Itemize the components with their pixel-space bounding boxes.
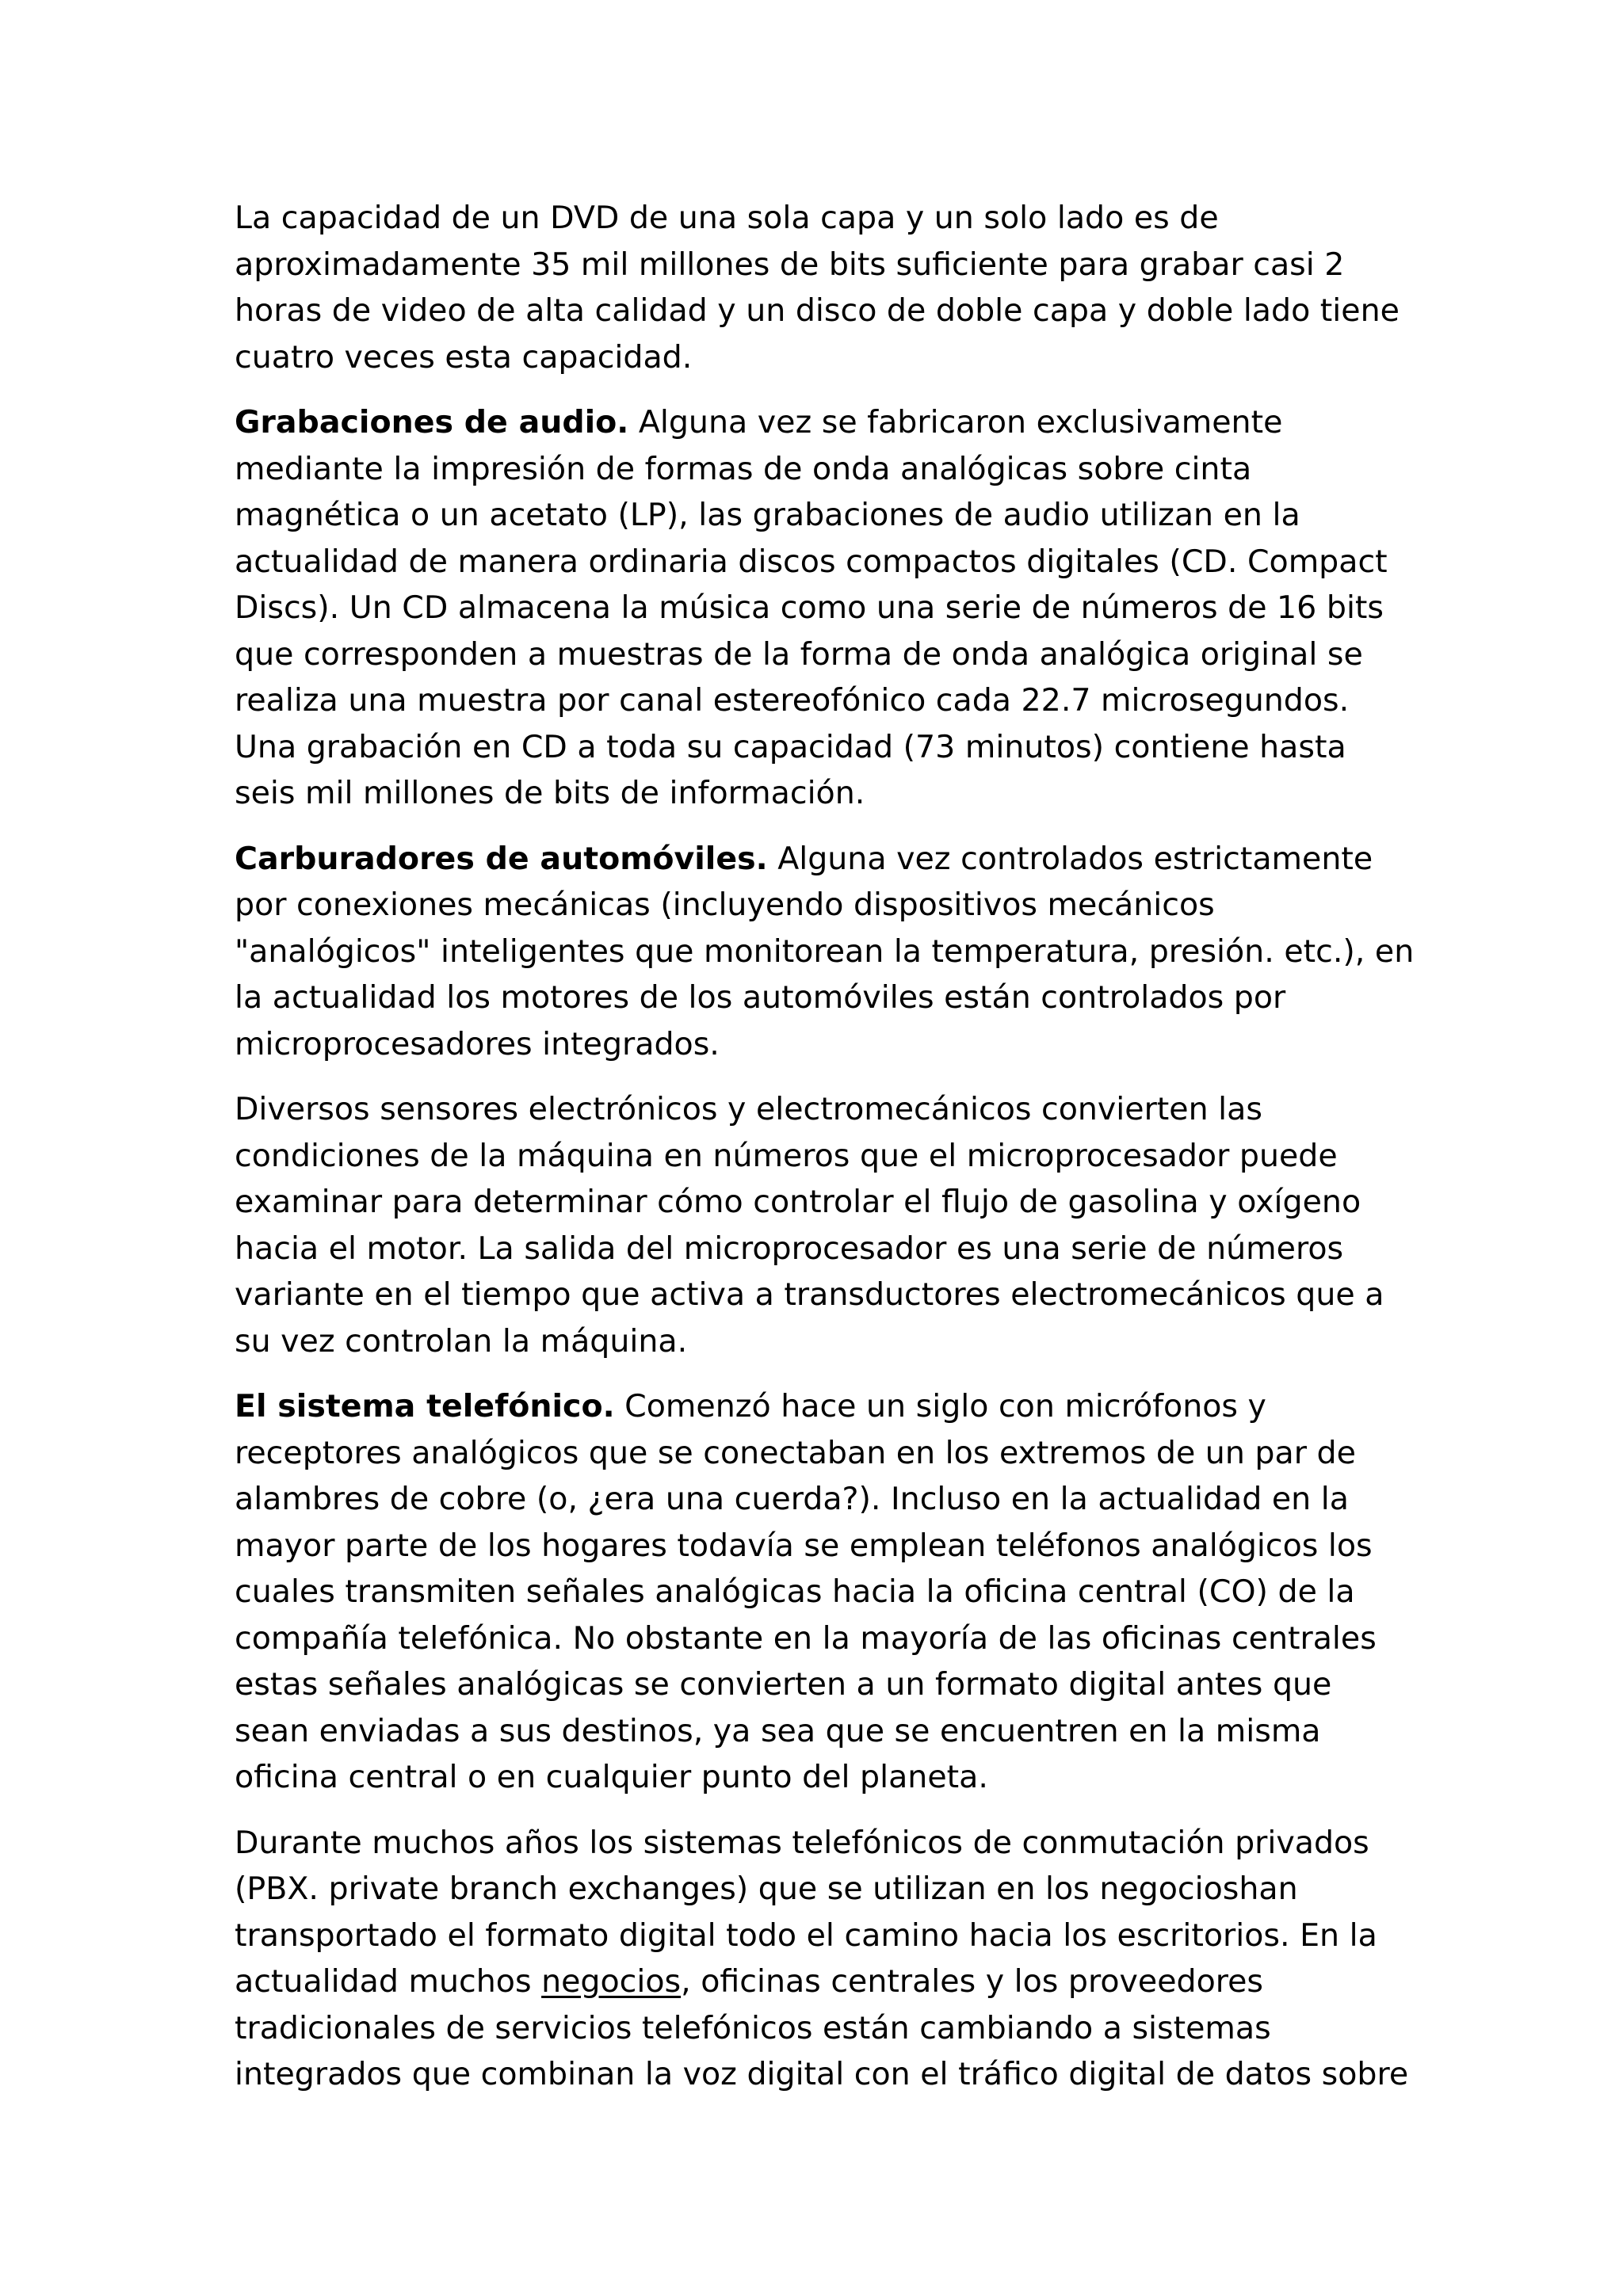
document-page: [235, 195, 1415, 2098]
paragraph-text: Diversos sensores electrónicos y electromecánicos convierten las condiciones de la máquina en números que el microprocesador puede examinar para determinar cómo controlar el flujo de gasolina y oxígeno hacia el motor. La salida del microprocesador es una serie de números variante en el tiempo que activa a transductores electromecánicos que a su vez controlan la máquina.: [235, 1091, 1384, 1360]
paragraph-text: Alguna vez se fabricaron exclusivamente mediante la impresión de formas de onda analógicas sobre cinta magnética o un acetato (LP), las grabaciones de audio utilizan en la actualidad de manera ordinaria discos compactos digitales (CD. Compact Discs). Un CD almacena la música como una serie de números de 16 bits que corresponden a muestras de la forma de onda analógica original se realiza una muestra por canal estereofónico cada 22.7 microsegundos. Una grabación en CD a toda su capacidad (73 minutos) contiene hasta seis mil millones de bits de información.: [235, 404, 1388, 811]
paragraph-text-before-link: Durante muchos años los sistemas telefónicos de conmutación privados (PBX. private branch exchanges) que se utilizan en los negocioshan transportado el formato digital todo el camino hacia los escritorios. En la actualidad muchos: [235, 1824, 1377, 2000]
paragraph-sensors: [235, 1086, 1415, 1364]
section-heading-carburetors: Carburadores de automóviles.: [235, 840, 768, 877]
negocios-link[interactable]: negocios: [541, 1963, 682, 2000]
paragraph-telephone-system: [235, 1383, 1415, 1801]
paragraph-text: La capacidad de un DVD de una sola capa y un solo lado es de aproximadamente 35 mil millones de bits suficiente para grabar casi 2 horas de video de alta calidad y un disco de doble capa y doble lado tiene cuatro veces esta capacidad.: [235, 200, 1400, 376]
paragraph-text-after-link: , oficinas centrales y los proveedores tradicionales de servicios telefónicos están cambiando a sistemas integrados que combinan la voz digital con el tráfico digital de datos sobre: [235, 1963, 1409, 2092]
paragraph-text: Comenzó hace un siglo con micrófonos y receptores analógicos que se conectaban en los extremos de un par de alambres de cobre (o, ¿era una cuerda?). Incluso en la actualidad en la mayor parte de los hogares todavía se emplean teléfonos analógicos los cuales transmiten señales analógicas hacia la oficina central (CO) de la compañía telefónica. No obstante en la mayoría de las oficinas centrales estas señales analógicas se convierten a un formato digital antes que sean enviadas a sus destinos, ya sea que se encuentren en la misma oficina central o en cualquier punto del planeta.: [235, 1388, 1377, 1795]
paragraph-text: Alguna vez controlados estrictamente por conexiones mecánicas (incluyendo dispositivos mecánicos "analógicos" inteligentes que monitorean la temperatura, presión. etc.), en la actualidad los motores de los automóviles están controlados por microprocesadores integrados.: [235, 840, 1415, 1062]
paragraph-dvd-capacity: [235, 195, 1415, 380]
section-heading-audio: Grabaciones de audio.: [235, 404, 629, 441]
paragraph-pbx: [235, 1820, 1415, 2098]
paragraph-carburetors: [235, 836, 1415, 1068]
paragraph-audio-recordings: [235, 399, 1415, 817]
section-heading-telephone: El sistema telefónico.: [235, 1388, 615, 1425]
